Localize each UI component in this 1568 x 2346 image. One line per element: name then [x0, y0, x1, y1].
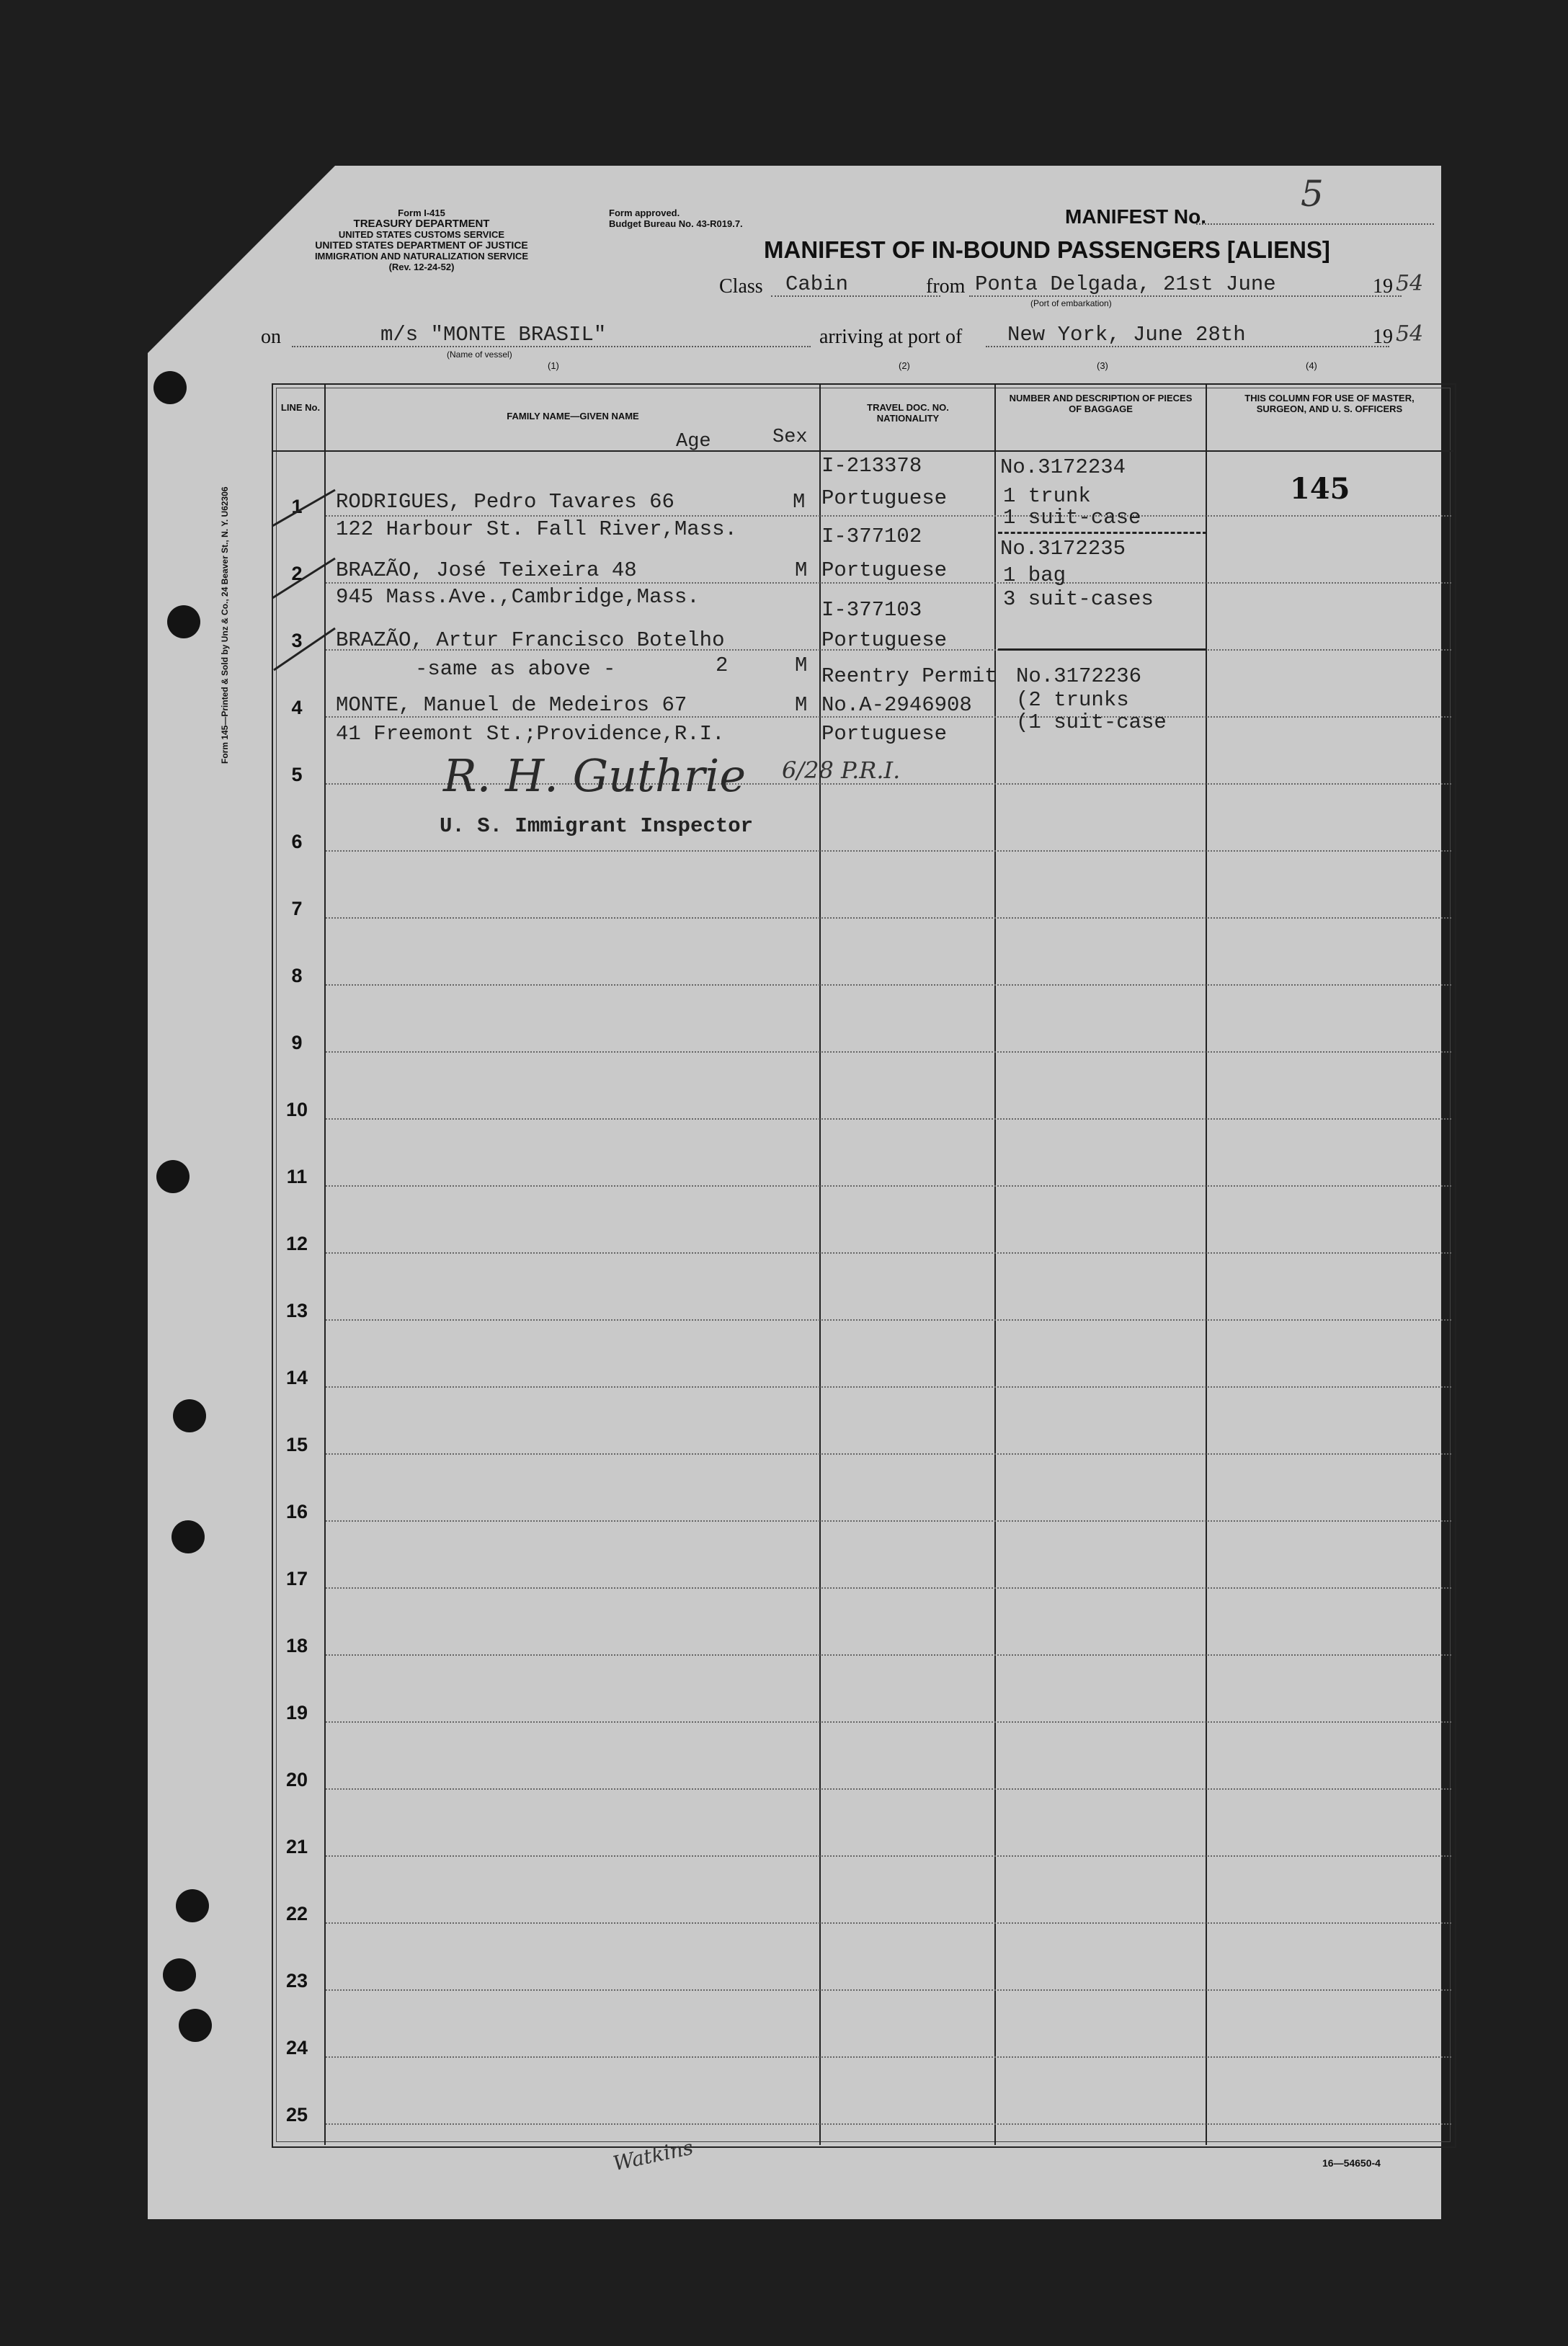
line-number: 23	[285, 1970, 308, 1992]
nationality: Portuguese	[821, 628, 948, 652]
ruled-line	[326, 515, 1451, 517]
ruled-line	[326, 582, 1451, 584]
baggage-no: No.3172235	[1000, 537, 1126, 561]
line-number: 12	[285, 1233, 308, 1254]
form-authority-block	[259, 208, 584, 272]
vessel-caption: (Name of vessel)	[447, 349, 512, 360]
baggage-desc: 1 bag	[1003, 563, 1066, 587]
class-value: Cabin	[785, 272, 849, 296]
punch-hole	[173, 1399, 206, 1432]
col-header-officers: THIS COLUMN FOR USE OF MASTER, SURGEON, AND U. S. OFFICERS	[1244, 393, 1415, 414]
year-prefix-1: 19	[1373, 275, 1393, 298]
line-number: 2	[291, 563, 303, 584]
ruled-line	[326, 1788, 1451, 1790]
passenger-sex: M	[795, 558, 808, 582]
line-number: 16	[285, 1501, 308, 1522]
line-number: 7	[291, 898, 303, 919]
line-number: 25	[285, 2104, 308, 2126]
ruled-line	[326, 1319, 1451, 1321]
footer-form-code: 16—54650-4	[1322, 2157, 1381, 2169]
header-rule	[272, 450, 1453, 452]
col-header-line-no: LINE No.	[280, 402, 321, 413]
travel-doc-no: No.A-2946908	[821, 693, 972, 717]
line-number: 1	[291, 496, 303, 517]
inspector-title: U. S. Immigrant Inspector	[440, 814, 754, 838]
passenger-sex: M	[795, 654, 808, 677]
punch-hole	[163, 1958, 196, 1992]
vessel-name: m/s "MONTE BRASIL"	[380, 323, 607, 347]
ruled-line	[326, 1989, 1451, 1991]
line-number: 18	[285, 1635, 308, 1656]
passenger-sex: M	[793, 490, 806, 514]
passenger-name: BRAZÃO, José Teixeira 48	[336, 558, 637, 582]
check-mark-icon	[267, 476, 346, 699]
col-num-4: (4)	[1306, 360, 1317, 371]
baggage-desc: 3 suit-cases	[1003, 587, 1154, 611]
ruled-line	[326, 1252, 1451, 1254]
line-number: 10	[285, 1099, 308, 1120]
punch-hole	[176, 1889, 209, 1922]
ruled-line	[326, 1520, 1451, 1522]
from-label: from	[926, 275, 966, 298]
col-divider	[994, 383, 996, 2145]
nationality: Portuguese	[821, 558, 948, 582]
customs-service: UNITED STATES CUSTOMS SERVICE	[338, 229, 505, 240]
passenger-address: 122 Harbour St. Fall River,Mass.	[336, 517, 737, 541]
officer-mark: 145	[1290, 472, 1350, 506]
ruled-line	[326, 1922, 1451, 1924]
manifest-no-value: 5	[1301, 173, 1324, 215]
line-number: 6	[291, 831, 303, 852]
punch-hole	[179, 2009, 212, 2042]
ruled-line	[326, 1386, 1451, 1388]
on-label: on	[261, 326, 281, 348]
age-label: Age	[676, 431, 711, 452]
col-header-baggage: NUMBER AND DESCRIPTION OF PIECES OF BAGGAGE	[1009, 393, 1193, 414]
baggage-divider	[998, 532, 1207, 534]
passenger-address: 41 Freemont St.;Providence,R.I.	[336, 722, 725, 746]
line-number: 22	[285, 1903, 308, 1924]
line-number: 3	[291, 630, 303, 651]
line-number: 13	[285, 1300, 308, 1321]
col-num-3: (3)	[1097, 360, 1108, 371]
punch-hole	[172, 1520, 205, 1553]
baggage-desc: (2 trunks	[1016, 688, 1129, 712]
ruled-line	[326, 2123, 1451, 2125]
passenger-sex: M	[795, 693, 808, 717]
line-number: 19	[285, 1702, 308, 1723]
baggage-divider	[998, 648, 1207, 651]
col-divider	[819, 383, 821, 2145]
col-header-travel-doc: TRAVEL DOC. NO. NATIONALITY	[867, 402, 949, 424]
line-number: 8	[291, 965, 303, 986]
inspector-date-note: 6/28 P.R.I.	[782, 757, 901, 784]
nationality: Portuguese	[821, 722, 948, 746]
manifest-no-dotted	[1196, 223, 1434, 225]
line-number: 20	[285, 1769, 308, 1790]
line-number: 9	[291, 1032, 303, 1053]
passenger-age: 2	[716, 654, 729, 677]
baggage-no: No.3172236	[1016, 664, 1142, 688]
punch-hole	[156, 1160, 190, 1193]
passenger-name: RODRIGUES, Pedro Tavares 66	[336, 490, 674, 514]
ruled-line	[326, 1051, 1451, 1053]
treasury-dept: TREASURY DEPARTMENT	[353, 218, 490, 230]
manifest-title: MANIFEST OF IN-BOUND PASSENGERS [ALIENS]	[764, 236, 1330, 263]
arriving-label: arriving at port of	[819, 326, 963, 348]
embarkation-port: Ponta Delgada, 21st June	[975, 272, 1276, 296]
year-1: 54	[1396, 271, 1424, 296]
class-label: Class	[719, 275, 763, 298]
ruled-line	[326, 984, 1451, 986]
ruled-line	[326, 917, 1451, 919]
port-caption: (Port of embarkation)	[1030, 298, 1112, 308]
ruled-line	[326, 1587, 1451, 1589]
line-number: 11	[286, 1166, 308, 1187]
year-prefix-2: 19	[1373, 326, 1393, 348]
ruled-line	[326, 1855, 1451, 1857]
line-number: 21	[285, 1836, 308, 1857]
line-number: 14	[285, 1367, 308, 1388]
line-number: 15	[285, 1434, 308, 1455]
travel-doc-no: I-213378	[821, 454, 922, 478]
punch-hole	[167, 605, 200, 638]
ruled-line	[326, 1118, 1451, 1120]
col-header-name: FAMILY NAME—GIVEN NAME	[507, 411, 639, 422]
travel-doc-no: I-377102	[821, 525, 922, 548]
ruled-line	[326, 1453, 1451, 1455]
footer-initials: Watkins	[610, 2135, 695, 2176]
nationality: Portuguese	[821, 486, 948, 510]
passenger-address: 945 Mass.Ave.,Cambridge,Mass.	[336, 585, 700, 609]
baggage-no: No.3172234	[1000, 455, 1126, 479]
sex-label: Sex	[772, 427, 808, 448]
line-number: 24	[285, 2037, 308, 2059]
line-number: 4	[291, 697, 303, 718]
line-number: 17	[285, 1568, 308, 1589]
year-2: 54	[1396, 321, 1424, 347]
baggage-desc: 1 trunk	[1003, 484, 1091, 508]
form-number: Form I-415	[398, 208, 445, 218]
printer-imprint: Form 145—Printed & Sold by Unz & Co., 24 Beaver St., N. Y. U62306	[220, 486, 230, 764]
ruled-line	[326, 2056, 1451, 2058]
form-revision: (Rev. 12-24-52)	[388, 262, 455, 272]
arrival-port: New York, June 28th	[1007, 323, 1246, 347]
ruled-line	[326, 850, 1451, 852]
passenger-name: MONTE, Manuel de Medeiros 67	[336, 693, 687, 717]
col-divider	[1206, 383, 1207, 2145]
ruled-line	[326, 1721, 1451, 1723]
budget-approval: Form approved. Budget Bureau No. 43-R019.7.	[609, 208, 743, 229]
passenger-name: BRAZÃO, Artur Francisco Botelho	[336, 628, 725, 652]
punch-hole	[153, 371, 187, 404]
travel-doc-no: I-377103	[821, 598, 922, 622]
passenger-note: -same as above -	[415, 657, 616, 681]
justice-dept: UNITED STATES DEPARTMENT OF JUSTICE	[315, 239, 528, 251]
line-number: 5	[291, 764, 303, 785]
col-num-1: (1)	[548, 360, 559, 371]
ruled-line	[326, 1185, 1451, 1187]
manifest-no-label: MANIFEST No.	[1065, 205, 1206, 228]
baggage-desc: 1 suit-case	[1003, 506, 1141, 530]
travel-doc-no: Reentry Permit	[821, 664, 997, 688]
inspector-signature: R. H. Guthrie	[443, 749, 747, 802]
baggage-desc: (1 suit-case	[1016, 710, 1167, 734]
ins-service: IMMIGRATION AND NATURALIZATION SERVICE	[314, 251, 529, 262]
col-num-2: (2)	[899, 360, 910, 371]
ruled-line	[326, 1654, 1451, 1656]
